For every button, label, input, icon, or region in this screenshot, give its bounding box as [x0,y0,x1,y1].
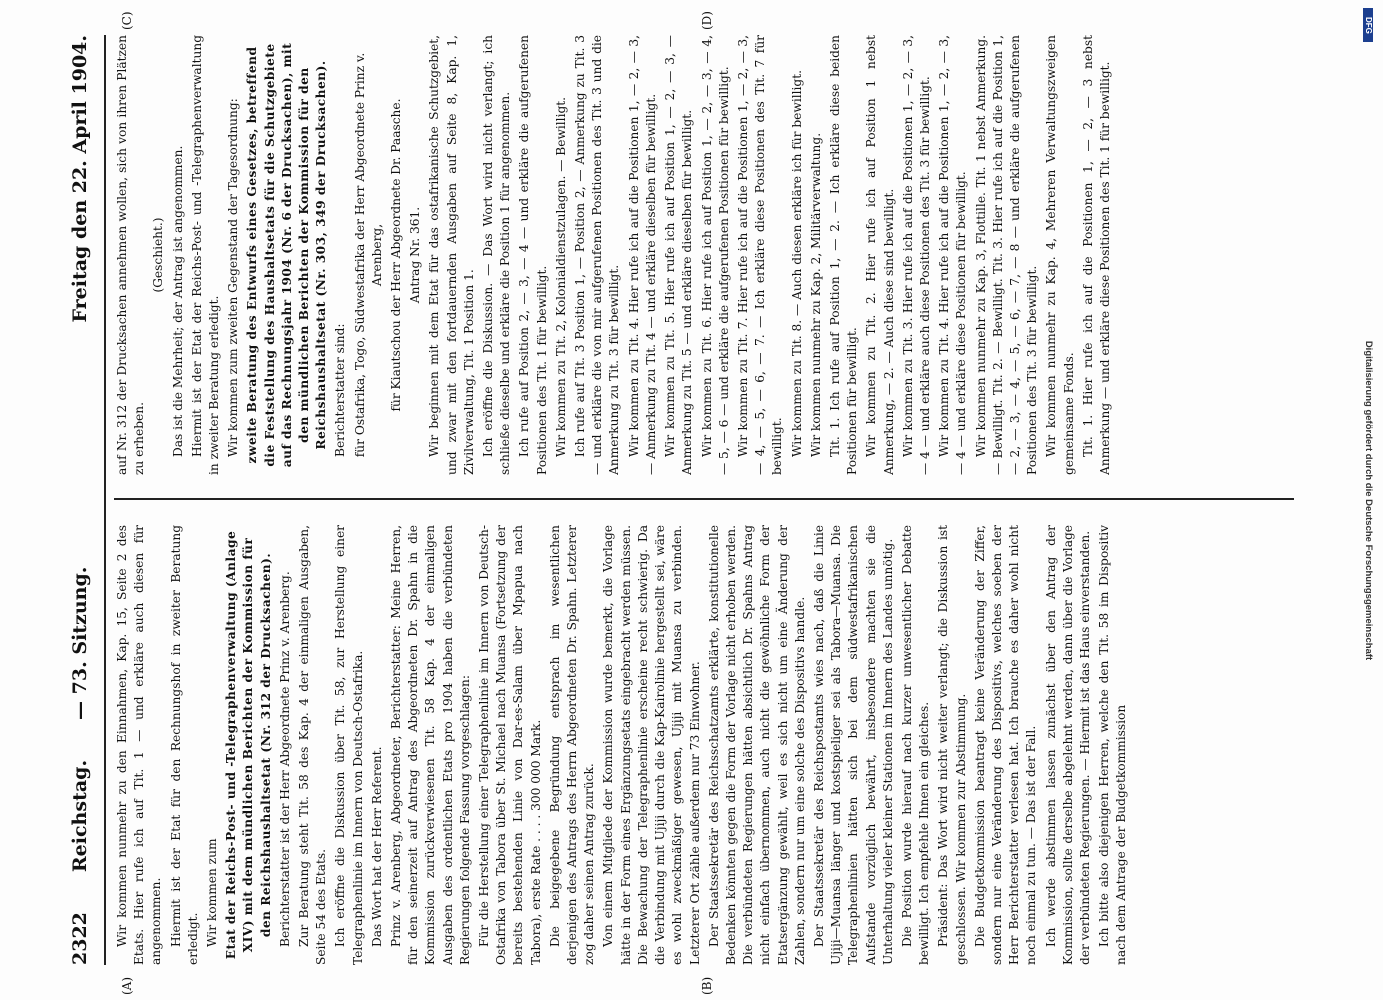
paragraph: Antrag Nr. 361. [408,206,423,304]
paragraph: Der Staatssekretär des Reichsschatzamts erklärte, konstitutionelle Bedenken könnten gegen die Form der Vorlage nicht erhoben werden. Die verbündeten Regierungen hätten absichtlich Dr. Spahns Antrag nicht einfach übernommen, auch nicht die gewöhnliche Form der Etatsergänzung gewählt, weil es sich nicht um eine Änderung der Zahlen, sondern nur um eine solche des Dispositivs handle. [706,525,807,965]
paragraph: Wir kommen zu Tit. 4. Hier rufe ich auf die Positionen 1, — 2, — 3, — Anmerkung zu Tit. 4 — und erkläre dieselben für bewilligt. [626,35,658,475]
column-rule [114,498,1294,500]
paragraph: (Geschieht.) [151,217,166,293]
margin-mark-b: (B) [700,976,714,995]
paragraph: Wir kommen zu Tit. 2, Kolonialdienstzulagen. — Bewilligt. [553,96,568,457]
paragraph: Ich eröffne die Diskussion über Tit. 58, zur Herstellung einer Telegraphenlinie im Innern von Deutsch-Ostafrika. [333,525,365,965]
paragraph: Das ist die Mehrheit; der Antrag ist angenommen. [170,145,185,457]
agenda-heading: zweite Beratung des Entwurfs eines Gesetzes, betreffend die Feststellung des Haushaltsetats für die Schutzgebiete auf das Rechnungsjahr 1904 (Nr. 6 der Drucksachen), mit den mündlichen Berichten der Kommission für den Reichshaushaltsetat (Nr. 303, 349 der Drucksachen). [245,42,329,468]
header-session: — 73. Sitzung. [69,566,91,720]
header-date: Freitag den 22. April 1904. [69,35,91,323]
left-column [114,525,1294,965]
paragraph: Tit. 1. Ich rufe auf Position 1, — 2. — Ich erkläre diese beiden Positionen für bewilligt. [827,35,860,475]
paragraph: Wir kommen zu Tit. 3. Hier rufe ich auf die Positionen 1, — 2, — 3, — 4 — und erkläre auch diese Positionen des Tit. 3 für bewilligt. [900,35,932,475]
paragraph: Das Wort hat der Herr Referent. [369,746,384,947]
paragraph: Wir beginnen mit dem Etat für das ostafrikanische Schutzgebiet, und zwar mit den fortdauernden Ausgaben auf Seite 8, Kap. 1, Zivilverwaltung, Tit. 1 Position 1. [427,35,476,475]
paragraph: Zur Beratung steht Tit. 58 des Kap. 4 der einmaligen Ausgaben, Seite 54 des Etats. [297,525,329,965]
header-rule [104,35,106,965]
paragraph: Hiermit ist der Etat für den Rechnungshof in zweiter Beratung erledigt. [168,525,200,965]
header-body: Reichstag. [69,759,91,873]
speaker-paragraph: Prinz v. Arenberg, Abgeordneter, Berichterstatter: Meine Herren, für den seinerzeit auf Antrag des Abgeordneten Dr. Spahn in die Kommission zurückverwiesenen Tit. 58 Kap. 4 der einmaligen Ausgaben des ordentlichen Etats pro 1904 haben die verbündeten Regierungen folgende Fassung vorgeschlagen: [389,525,472,965]
paragraph: Wir kommen zu Tit. 7. Hier rufe ich auf die Positionen 1, — 2, — 3, — 4, — 5, — 6, — 7. — Ich erkläre diese Positionen des Tit. 7 für bewilligt. [735,35,785,475]
dfg-logo: DFG [1363,8,1373,42]
president-paragraph: Präsident: Das Wort wird nicht weiter verlangt; die Diskussion ist geschlossen. Wir kommen zur Abstimmung. [936,525,968,965]
paragraph: Tit. 1. Hier rufe ich auf die Positionen 1, — 2, — 3 nebst Anmerkung — und erkläre diese Positionen des Tit. 1 für bewilligt. [1080,35,1112,475]
paragraph: für Ostafrika, Togo, Südwestafrika der Herr Abgeordnete Prinz v. Arenberg, [352,52,384,458]
quoted-position: Für die Herstellung einer Telegraphenlinie im Innern von Deutsch-Ostafrika von Tabora über St. Michael nach Muansa (Fortsetzung der bereits bestehenden Linie von Dar-es-Salam über Mpapua nach Tabora), erste Rate . . . . 300 000 Mark. [477,525,543,965]
right-column [114,35,1294,475]
paragraph: Die Position wurde hierauf nach kurzer unwesentlicher Debatte bewilligt. Ich empfehle Ihnen ein gleiches. [899,525,932,965]
paragraph: Wir kommen zu Tit. 2. Hier rufe ich auf Position 1 nebst Anmerkung, — 2. — Auch diese sind bewilligt. [864,35,896,475]
page-number: 2322 [69,912,91,965]
paragraph: Wir kommen nunmehr zu Kap. 3, Flottille. Tit. 1 nebst Anmerkung. — Bewilligt. Tit. 2. — Bewilligt. Tit. 3. Hier rufe ich auf die Position 1, — 2, — 3, — 4, — 5, — 6, — 7, — 8 — und erkläre die aufgerufenen Positionen des Tit. 3 für bewilligt. [973,35,1040,475]
paragraph: Ich eröffne die Diskussion. — Das Wort wird nicht verlangt; ich schließe dieselbe und erkläre die Position 1 für angenommen. [481,35,513,475]
paragraph: Berichterstatter ist der Herr Abgeordnete Prinz v. Arenberg. [277,571,292,947]
paragraph: Ich rufe auf Tit. 3 Position 1, — Position 2, — Anmerkung zu Tit. 3 — und erkläre die von mir aufgerufenen Positionen des Tit. 3 und die Anmerkung zu Tit. 3 für bewilligt. [573,35,622,475]
page-header [60,35,100,965]
paragraph: Berichterstatter sind: [333,323,348,457]
paragraph: Ich rufe auf Position 2, — 3, — 4 — und erkläre die aufgerufenen Positionen des Tit. 1 für bewilligt. [517,35,549,475]
header-left [69,567,91,965]
paragraph: Der Staatssekretär des Reichspostamts wies nach, daß die Linie Ujiji—Muansa länger und kostspieliger sei als Tabora—Muansa. Die Telegraphenlinien hätten sich bei dem südwestafrikanischen Aufstande vorzüglich bewährt, insbesondere machten sie die Unterhaltung vieler kleiner Stationen im Innern des Landes unnötig. [811,525,895,965]
margin-mark-c: (C) [120,11,134,30]
paragraph: Ich bitte also diejenigen Herren, welche den Tit. 58 im Dispositiv nach dem Antrage der Budgetkommission [1097,525,1129,965]
paragraph: Die beigegebene Begründung entsprach im wesentlichen derjenigen des Antrags des Herrn Abgeordneten Dr. Spahn. Letzterer zog daher seinen Antrag zurück. [547,525,597,965]
paragraph: Wir kommen zu Tit. 5. Hier rufe ich auf Position 1, — 2, — 3, — Anmerkung zu Tit. 5 — und erkläre dieselben für bewilligt. [663,35,695,475]
agenda-heading: Etat der Reichs-Post- und -Telegraphenverwaltung (Anlage XIV) mit dem mündlichen Berichten der Kommission für den Reichshaushaltsetat (Nr. 312 der Drucksachen). [224,530,273,960]
paragraph: Wir kommen zum [205,838,220,947]
paragraph: Wir kommen zum zweiten Gegenstand der Tagesordnung: [226,98,241,457]
margin-mark-a: (A) [120,976,134,995]
paragraph: für Kiautschou der Herr Abgeordnete Dr. Paasche. [389,98,404,412]
paragraph: auf Nr. 312 der Drucksachen annehmen wollen, sich von ihren Plätzen zu erheben. [115,35,147,475]
margin-mark-d: (D) [700,11,714,30]
paragraph: Wir kommen nunmehr zu den Einnahmen, Kap. 15, Seite 2 des Etats. Hier rufe ich auf Tit. 1 — und erkläre auch diesen für angenommen. [115,525,164,965]
digitization-note-text: Digitalisierung gefördert durch die Deutsche Forschungsgemeinschaft [1363,340,1375,660]
paragraph: Hiermit ist der Etat der Reichs-Post- und -Telegraphenverwaltung in zweiter Beratung erledigt. [189,35,222,475]
paragraph: Die Budgetkommission beantragt keine Veränderung der Ziffer, sondern nur eine Veränderung des Dispositivs, welches soeben der Herr Berichterstatter verlesen hat. Ich brauche es daher wohl nicht noch einmal zu tun. — Das ist der Fall. [972,525,1039,965]
paragraph: Von einem Mitgliede der Kommission wurde bemerkt, die Vorlage hätte in der Form eines Ergänzungsetats eingebracht werden müssen. Die Bewachung der Telegraphenlinie erscheine recht schwierig. Da die Verbindung mit Ujiji durch die Kap-Kairolinie hergestellt sei, wäre es wohl zweckmäßiger gewesen, Ujiji mit Muansa zu verbinden. Letzterer Ort zähle außerdem nur 73 Einwohner. [601,525,702,965]
paragraph: Wir kommen nunmehr zu Kap. 4, Mehreren Verwaltungszweigen gemeinsame Fonds. [1044,35,1076,475]
paragraph: Wir kommen zu Tit. 4. Hier rufe ich auf die Positionen 1, — 2, — 3, — 4 — und erkläre diese Positionen für bewilligt. [937,35,969,475]
page-body [60,11,1340,995]
paragraph: Wir kommen zu Tit. 8. — Auch diesen erkläre ich für bewilligt. [789,70,804,457]
paragraph: Wir kommen zu Tit. 6. Hier rufe ich auf Position 1, — 2, — 3, — 4, — 5, — 6 — und erkläre die aufgerufenen Positionen für bewilligt. [699,35,731,475]
paragraph: Ich werde abstimmen lassen zunächst über den Antrag der Kommission, sollte derselbe abgelehnt werden, dann über die Vorlage der verbündeten Regierungen. — Hiermit ist das Haus einverstanden. [1043,525,1092,965]
paragraph: Wir kommen nunmehr zu Kap. 2, Militärverwaltung. [808,132,823,457]
